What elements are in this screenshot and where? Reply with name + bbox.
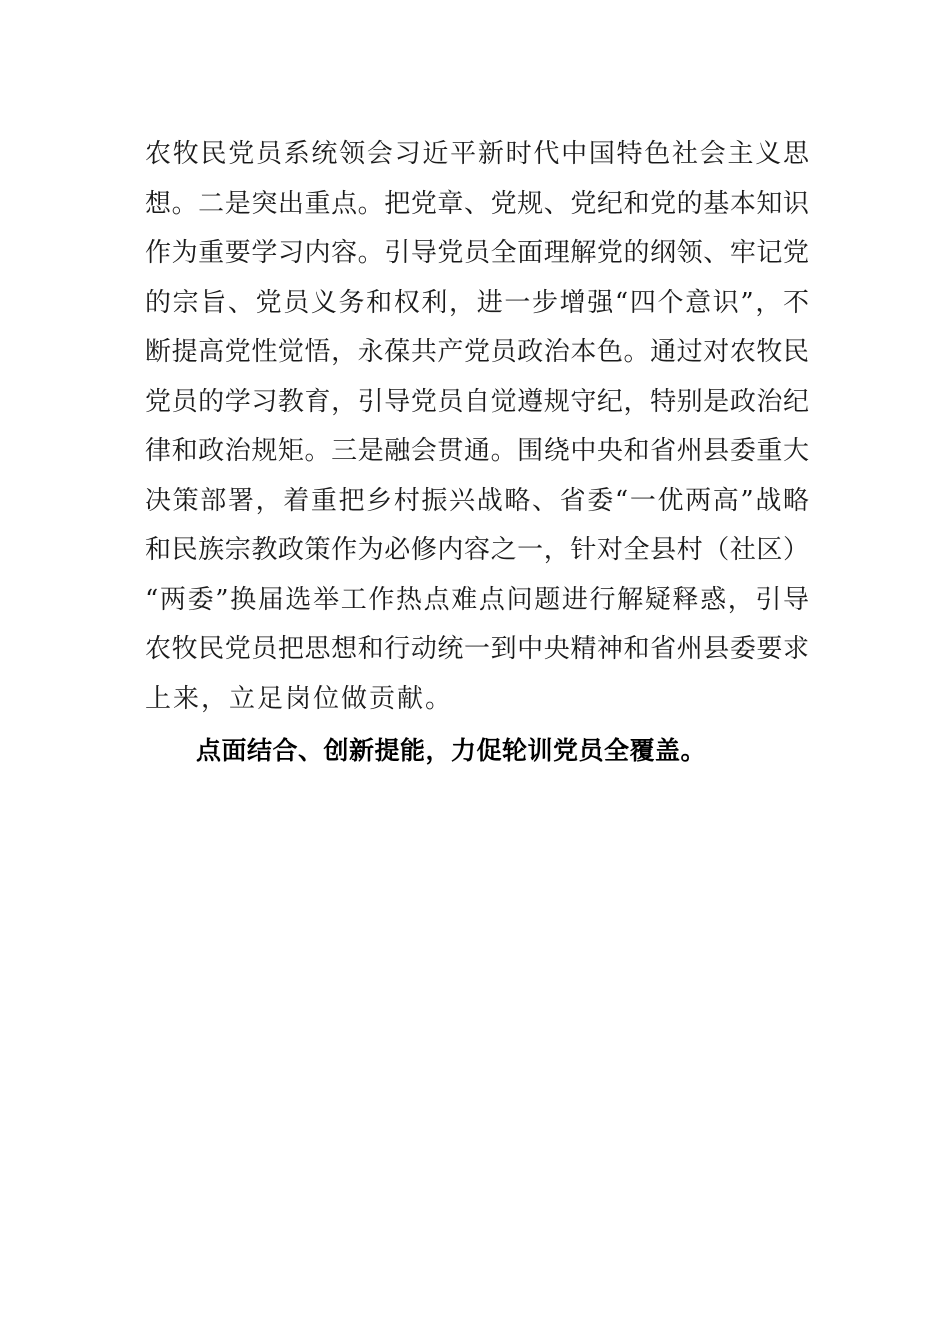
paragraph-line: 党员的学习教育，引导党员自觉遵规守纪，特别是政治纪 bbox=[145, 386, 809, 417]
body-paragraph bbox=[145, 130, 809, 724]
paragraph-line: 上来，立足岗位做贡献。 bbox=[145, 683, 454, 714]
section-heading: 点面结合、创新提能，力促轮训党员全覆盖。 bbox=[196, 736, 707, 765]
paragraph-line: 农牧民党员系统领会习近平新时代中国特色社会主义思 bbox=[145, 139, 809, 169]
paragraph-line: 律和政治规矩。三是融会贯通。围绕中央和省州县委重大 bbox=[145, 436, 809, 466]
paragraph-line: “两委”换届选举工作热点难点问题进行解疑释惑，引导 bbox=[145, 584, 809, 615]
paragraph-line: 决策部署，着重把乡村振兴战略、省委“一优两高”战略 bbox=[145, 485, 809, 516]
paragraph-line: 和民族宗教政策作为必修内容之一，针对全县村（社区） bbox=[145, 535, 809, 565]
paragraph-line: 断提高党性觉悟，永葆共产党员政治本色。通过对农牧民 bbox=[145, 337, 809, 367]
paragraph-line: 作为重要学习内容。引导党员全面理解党的纲领、牢记党 bbox=[145, 238, 809, 268]
paragraph-line: 农牧民党员把思想和行动统一到中央精神和省州县委要求 bbox=[145, 634, 809, 664]
paragraph-line: 的宗旨、党员义务和权利，进一步增强“四个意识”，不 bbox=[145, 287, 809, 318]
paragraph-line: 想。二是突出重点。把党章、党规、党纪和党的基本知识 bbox=[145, 188, 809, 219]
